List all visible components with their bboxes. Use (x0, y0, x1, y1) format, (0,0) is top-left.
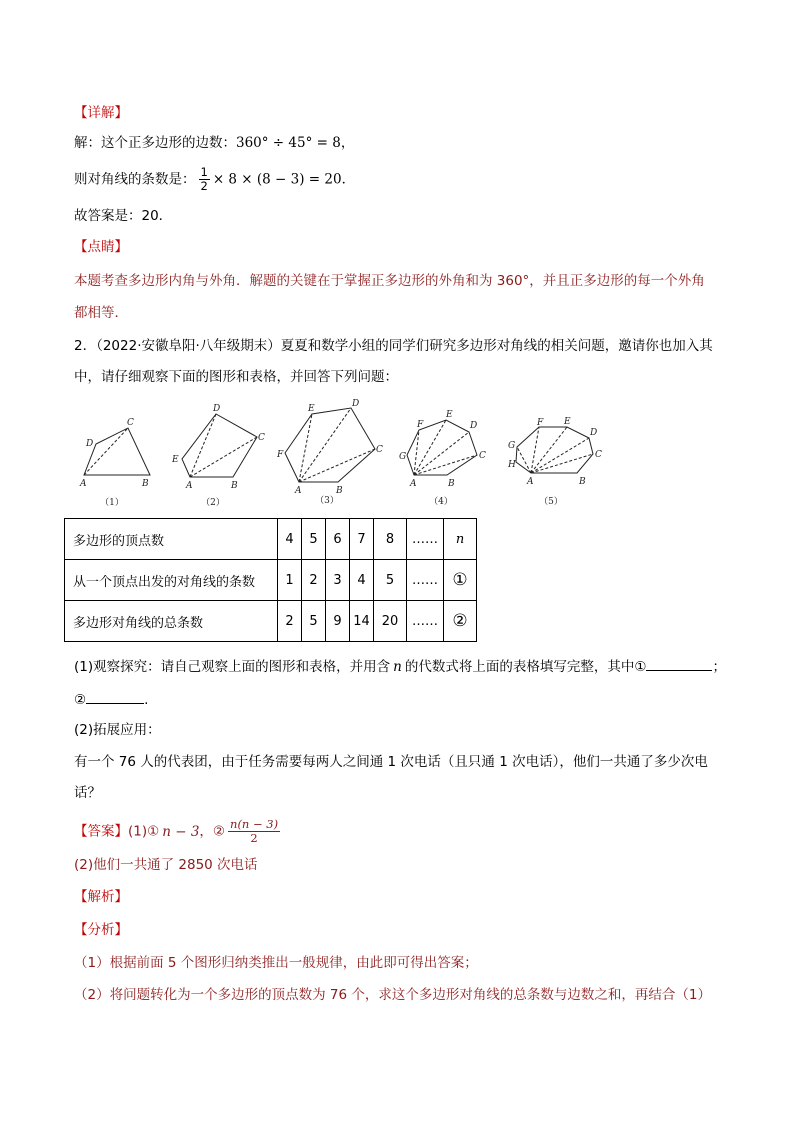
svg-text:C: C (595, 450, 602, 460)
table-cell: n (444, 519, 477, 560)
analysis-line-1: （1）根据前面 5 个图形归纳类推出一般规律，由此即可得出答案； (74, 955, 478, 971)
part-1-line-2-prefix: ② (74, 692, 87, 708)
svg-text:B: B (448, 479, 455, 489)
svg-text:A: A (186, 481, 193, 491)
table-row (65, 519, 477, 560)
part-2-line-1: 有一个 76 人的代表团，由于任务需要每两人之间通 1 次电话（且只通 1 次电话），他们一共通了多少次电 (74, 754, 708, 770)
table-cell: 9 (326, 601, 350, 642)
table-cell: 2 (278, 601, 302, 642)
table-row-label: 从一个顶点出发的对角线的条数 (65, 560, 278, 601)
answer-part-1-prefix: (1)① (128, 823, 160, 840)
answer-part-1-sep: ，② (199, 823, 226, 840)
svg-text:G: G (399, 452, 407, 462)
table-cell: 20 (374, 601, 407, 642)
table-cell: 5 (374, 560, 407, 601)
comment-heading: 【点睛】 (74, 239, 128, 255)
svg-text:H: H (508, 460, 516, 470)
question-2-line-1: 2．（2022·安徽阜阳·八年级期末）夏夏和数学小组的同学们研究多边形对角线的相关问题，邀请你也加入其 (74, 338, 713, 354)
detail-line-3: 故答案是：20． (74, 208, 173, 224)
svg-text:E: E (446, 410, 453, 420)
svg-text:A: A (295, 486, 302, 496)
svg-text:E: E (308, 404, 315, 414)
table-cell: 6 (326, 519, 350, 560)
answer-part-2: (2)他们一共通了 2850 次电话 (74, 857, 258, 873)
svg-text:F: F (277, 450, 284, 460)
table-cell: 1 (278, 560, 302, 601)
table-cell: 8 (374, 519, 407, 560)
table-row (65, 560, 477, 601)
svg-text:B: B (231, 481, 238, 491)
svg-text:F: F (417, 420, 424, 430)
figure-caption-5: （5） (539, 497, 563, 507)
detail-line-1 (74, 133, 354, 153)
part-1-line-2 (74, 689, 148, 710)
svg-text:B: B (579, 477, 586, 487)
table-cell: …… (407, 601, 444, 642)
figure-caption-4: （4） (429, 497, 453, 507)
svg-text:G: G (508, 441, 516, 451)
detail-line-2-suffix: ． (341, 171, 356, 188)
table-cell: 14 (350, 601, 374, 642)
fraction-denominator: 2 (200, 179, 208, 193)
figure-hexagon (285, 408, 375, 482)
part-1-prefix: (1)观察探究：请自己观察上面的图形和表格，并用含 (74, 659, 391, 675)
answer-blank-2[interactable] (86, 689, 144, 704)
svg-text:A: A (527, 477, 534, 487)
figure-quadrilateral (84, 428, 150, 475)
table-cell: 2 (302, 560, 326, 601)
svg-text:D: D (213, 404, 221, 414)
svg-text:C: C (479, 451, 486, 461)
comment-line-1: 本题考查多边形内角与外角．解题的关键在于掌握正多边形的外角和为 360°，并且正多边形的每一个外角 (74, 273, 705, 289)
svg-text:D: D (86, 439, 94, 449)
svg-text:B: B (142, 479, 149, 489)
figure-caption-2: （2） (201, 498, 225, 508)
part-2-heading: (2)拓展应用： (74, 722, 161, 738)
detail-line-2 (74, 166, 355, 193)
fraction-numerator: n(n − 3) (230, 817, 279, 831)
svg-text:B: B (336, 486, 343, 496)
detail-line-2-prefix: 则对角线的条数是： (74, 171, 196, 188)
detail-heading: 【详解】 (74, 105, 128, 121)
fraction-numerator: 1 (200, 165, 208, 179)
svg-text:E: E (172, 455, 179, 465)
detail-line-1-prefix: 解：这个正多边形的边数： (74, 135, 236, 151)
part-1-end: ； (712, 659, 726, 675)
part-1-line-1 (74, 656, 726, 677)
detail-line-2-math: × 8 × (8 − 3) = 20 (212, 171, 342, 188)
answer-part-1-math: n − 3 (162, 823, 200, 840)
table-cell: ② (444, 601, 477, 642)
table-row-label: 多边形对角线的总条数 (65, 601, 278, 642)
answer-blank-1[interactable] (646, 656, 712, 671)
figure-caption-3: （3） (315, 496, 339, 506)
detail-line-1-math: 360° ÷ 45° = 8 (236, 135, 341, 151)
table-cell: 5 (302, 601, 326, 642)
part-1-variable: n (393, 659, 402, 675)
diagonal-table (64, 518, 477, 642)
detail-line-1-suffix: ， (340, 135, 355, 151)
figure-pentagon (182, 414, 257, 477)
answer-fraction (228, 818, 280, 845)
svg-text:D: D (352, 399, 360, 409)
svg-text:E: E (564, 417, 571, 427)
table-row (65, 601, 477, 642)
answer-line-1 (74, 818, 283, 845)
comment-line-2: 都相等． (74, 305, 128, 321)
svg-text:F: F (537, 418, 544, 428)
svg-text:C: C (258, 433, 265, 443)
analysis-sub-heading: 【分析】 (74, 922, 128, 938)
table-cell: ① (444, 560, 477, 601)
part-1-line-2-end: . (144, 692, 149, 708)
part-2-line-2: 话？ (74, 785, 101, 801)
svg-text:D: D (590, 428, 598, 438)
table-row-label: 多边形的顶点数 (65, 519, 278, 560)
table-cell: …… (407, 560, 444, 601)
fraction-denominator: 2 (250, 831, 258, 845)
svg-text:A: A (410, 479, 417, 489)
detail-line-2-fraction (199, 166, 210, 193)
table-cell: 7 (350, 519, 374, 560)
part-1-mid: 的代数式将上面的表格填写完整，其中① (404, 659, 647, 675)
svg-text:C: C (376, 445, 383, 455)
svg-text:D: D (470, 421, 478, 431)
table-cell: 3 (326, 560, 350, 601)
figure-caption-1: （1） (100, 498, 124, 508)
table-cell: 4 (278, 519, 302, 560)
table-cell: 4 (350, 560, 374, 601)
svg-text:A: A (80, 479, 87, 489)
table-cell: …… (407, 519, 444, 560)
analysis-line-2: （2）将问题转化为一个多边形的顶点数为 76 个，求这个多边形对角线的总条数与边数之和，再结合（1） (74, 987, 711, 1003)
figure-octagon (516, 427, 593, 473)
polygon-figures (70, 398, 630, 513)
answer-heading: 【答案】 (74, 823, 128, 840)
svg-text:C: C (127, 418, 134, 428)
table-cell: 5 (302, 519, 326, 560)
question-2-line-2: 中，请仔细观察下面的图形和表格，并回答下列问题： (74, 369, 398, 385)
analysis-heading: 【解析】 (74, 889, 128, 905)
